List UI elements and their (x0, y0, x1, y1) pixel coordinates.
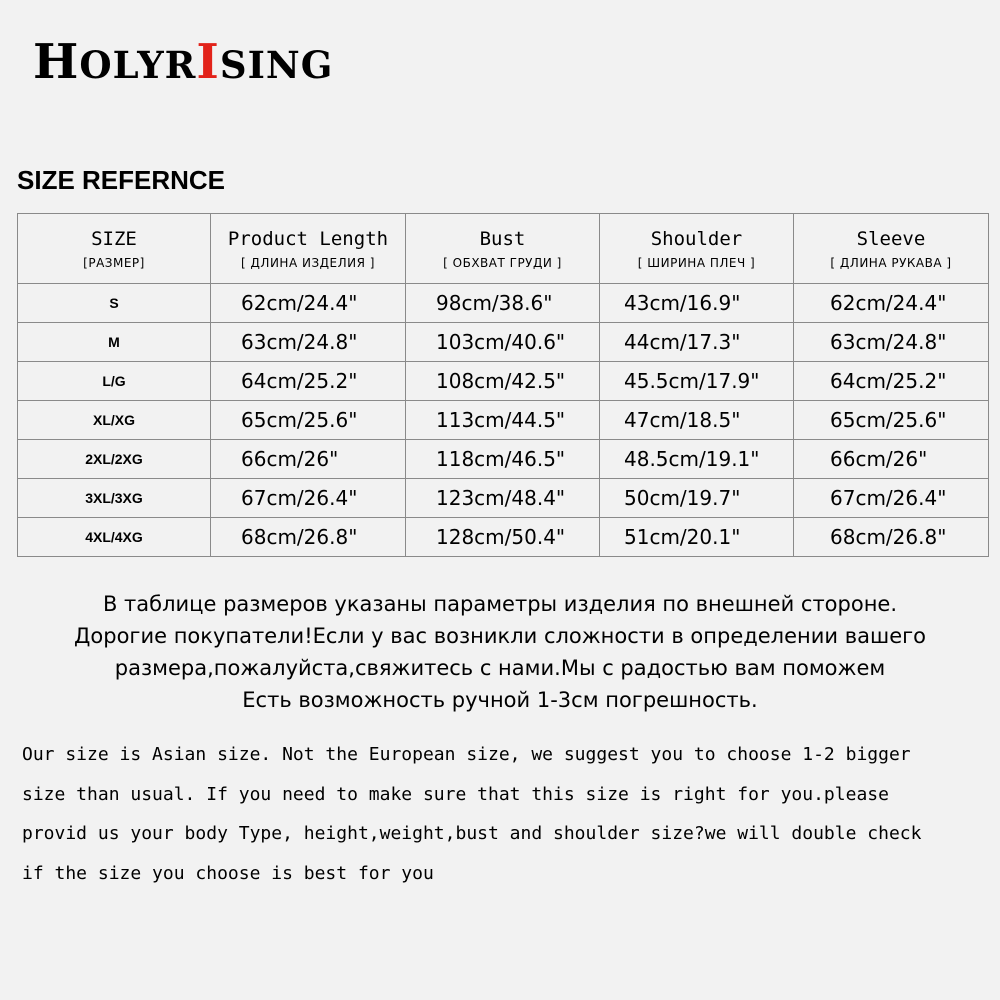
russian-note (0, 588, 1000, 716)
russian-note-line: В таблице размеров указаны параметры изделия по внешней стороне. (102, 592, 898, 616)
table-row (18, 401, 989, 440)
size-cell: 4XL/4XG (18, 518, 211, 557)
size-cell: S (18, 284, 211, 323)
length-cell: 68cm/26.8" (211, 518, 406, 557)
english-note-line: Our size is Asian size. Not the European size, we suggest you to choose 1-2 bigger (22, 744, 911, 765)
shoulder-cell: 44cm/17.3" (600, 323, 794, 362)
size-cell: 2XL/2XG (18, 440, 211, 479)
table-row (18, 362, 989, 401)
table-row (18, 518, 989, 557)
header-sublabel: [ ДЛИНА ИЗДЕЛИЯ ] (241, 255, 375, 270)
russian-note-line: размера,пожалуйста,свяжитесь с нами.Мы с радостью вам поможем (114, 656, 886, 680)
table-row (18, 440, 989, 479)
size-cell: L/G (18, 362, 211, 401)
sleeve-cell: 63cm/24.8" (794, 323, 989, 362)
shoulder-cell: 43cm/16.9" (600, 284, 794, 323)
bust-cell: 113cm/44.5" (406, 401, 600, 440)
logo-letter-accent: I (196, 34, 220, 90)
size-cell: M (18, 323, 211, 362)
size-table (17, 213, 989, 557)
table-row (18, 323, 989, 362)
header-label: Shoulder (650, 227, 743, 250)
header-label: SIZE (91, 227, 137, 250)
bust-cell: 108cm/42.5" (406, 362, 600, 401)
header-product-length (211, 214, 406, 284)
logo-letter: H (33, 34, 80, 90)
header-shoulder (600, 214, 794, 284)
russian-note-line: Дорогие покупатели!Если у вас возникли сложности в определении вашего (73, 624, 926, 648)
sleeve-cell: 66cm/26" (794, 440, 989, 479)
sleeve-cell: 65cm/25.6" (794, 401, 989, 440)
length-cell: 63cm/24.8" (211, 323, 406, 362)
table-row (18, 284, 989, 323)
english-note (22, 735, 987, 893)
sleeve-cell: 64cm/25.2" (794, 362, 989, 401)
english-note-line: size than usual. If you need to make sure that this size is right for you.please (22, 783, 889, 805)
size-cell: XL/XG (18, 401, 211, 440)
brand-logo (33, 34, 334, 90)
table-row (18, 479, 989, 518)
sleeve-cell: 68cm/26.8" (794, 518, 989, 557)
header-sublabel: [ ОБХВАТ ГРУДИ ] (443, 255, 562, 270)
header-label: Product Length (227, 227, 389, 250)
header-sublabel: [ ШИРИНА ПЛЕЧ ] (637, 255, 756, 270)
bust-cell: 123cm/48.4" (406, 479, 600, 518)
shoulder-cell: 50cm/19.7" (600, 479, 794, 518)
header-size (18, 214, 211, 284)
shoulder-cell: 51cm/20.1" (600, 518, 794, 557)
length-cell: 64cm/25.2" (211, 362, 406, 401)
length-cell: 66cm/26" (211, 440, 406, 479)
sleeve-cell: 67cm/26.4" (794, 479, 989, 518)
length-cell: 65cm/25.6" (211, 401, 406, 440)
section-title: SIZE REFERNCE (17, 165, 226, 195)
header-sublabel: [ ДЛИНА РУКАВА ] (830, 255, 952, 270)
shoulder-cell: 47cm/18.5" (600, 401, 794, 440)
bust-cell: 103cm/40.6" (406, 323, 600, 362)
size-cell: 3XL/3XG (18, 479, 211, 518)
english-note-line: provid us your body Type, height,weight,bust and shoulder size?we will double check (22, 823, 922, 844)
header-sleeve (794, 214, 989, 284)
sleeve-cell: 62cm/24.4" (794, 284, 989, 323)
header-label: Bust (479, 227, 526, 250)
shoulder-cell: 45.5cm/17.9" (600, 362, 794, 401)
logo-letters: OLYR (79, 43, 197, 87)
header-label: Sleeve (856, 227, 926, 250)
table-header-row (18, 214, 989, 284)
russian-note-line: Есть возможность ручной 1-3см погрешность. (242, 688, 758, 712)
bust-cell: 98cm/38.6" (406, 284, 600, 323)
header-sublabel: [РАЗМЕР] (83, 255, 145, 270)
shoulder-cell: 48.5cm/19.1" (600, 440, 794, 479)
bust-cell: 118cm/46.5" (406, 440, 600, 479)
length-cell: 67cm/26.4" (211, 479, 406, 518)
english-note-line: if the size you choose is best for you (22, 862, 434, 884)
logo-letters: SING (219, 43, 334, 87)
bust-cell: 128cm/50.4" (406, 518, 600, 557)
length-cell: 62cm/24.4" (211, 284, 406, 323)
header-bust (406, 214, 600, 284)
